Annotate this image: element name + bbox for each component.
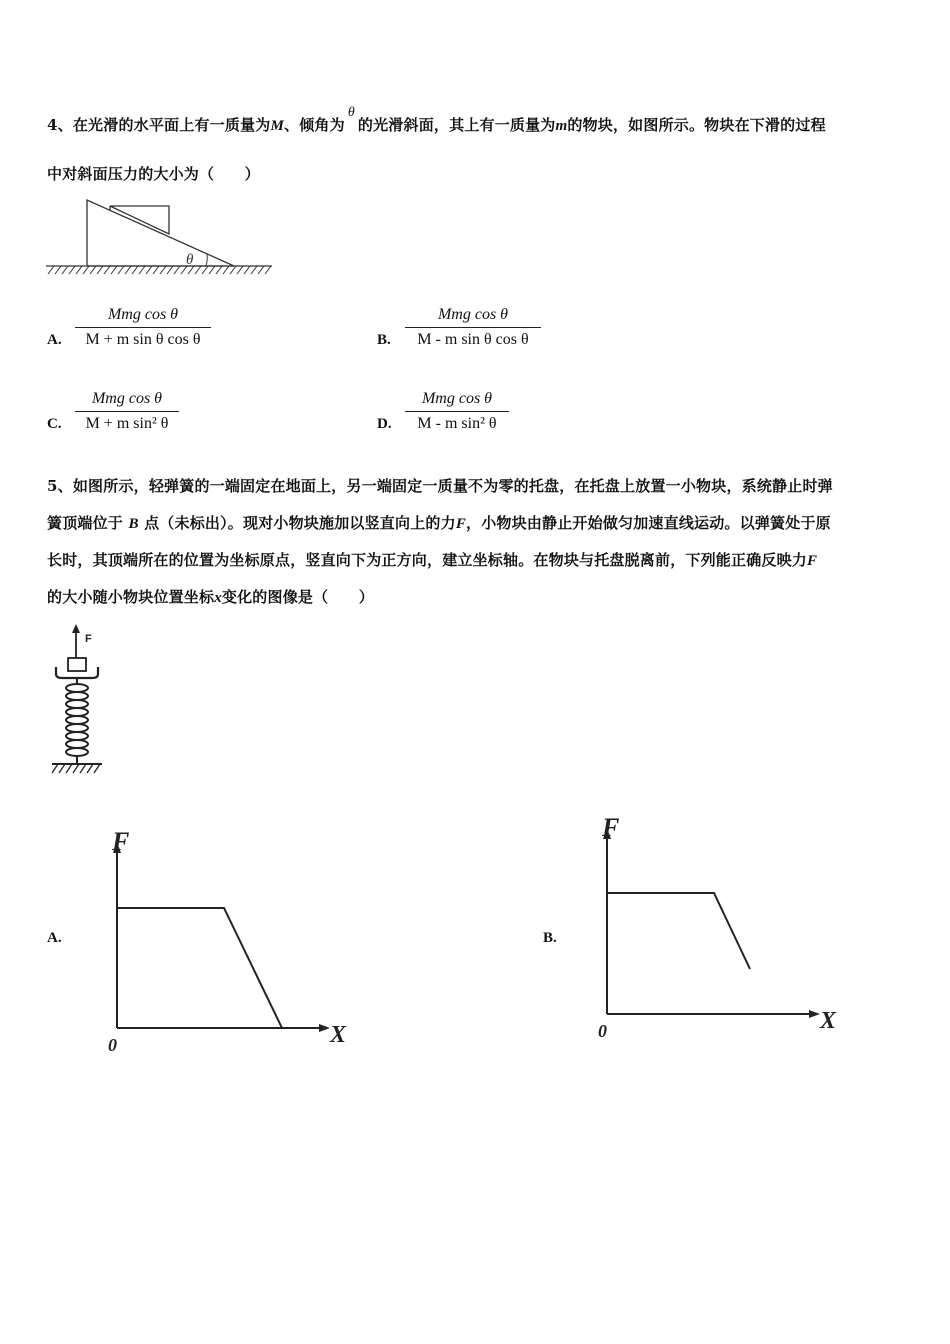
graph-a-x-label: X: [330, 1022, 347, 1048]
q4-option-a-fraction: [75, 306, 211, 349]
q5-line2-c: ，小物块由静止开始做匀加速直线运动。以弹簧处于原: [466, 514, 831, 532]
q4-line-1: [47, 105, 826, 135]
q5-line-1: [47, 475, 833, 496]
q5-line1-text: 如图所示，轻弹簧的一端固定在地面上，另一端固定一质量不为零的托盘，在托盘上放置一小物块，系统静止时弹: [72, 477, 833, 495]
q4-var-m: m: [555, 118, 568, 134]
q4-text-a: 在光滑的水平面上有一质量为: [72, 116, 271, 134]
graph-b-curve: [607, 893, 750, 969]
q4-option-c-numerator: Mmg cos θ: [91, 390, 163, 407]
q4-var-M: M: [270, 118, 284, 134]
q5-option-b-graph: [590, 808, 850, 1048]
incline-figure: [44, 196, 276, 276]
q4-option-a-letter: A.: [47, 332, 62, 348]
graph-b-origin: 0: [598, 1021, 607, 1041]
graph-a-curve: [117, 908, 282, 1028]
q4-option-b-fraction: [405, 306, 541, 349]
q4-option-c-letter: C.: [47, 416, 62, 432]
q5-line-3: [47, 549, 817, 570]
q5-line-4: [47, 586, 374, 607]
force-label: F: [85, 633, 92, 645]
angle-label: θ: [186, 252, 194, 268]
q4-text-c: 的光滑斜面，其上有一质量为: [357, 116, 556, 134]
q4-option-a-numerator: Mmg cos θ: [107, 306, 179, 323]
ground-hatching: [46, 266, 272, 274]
q4-text-b: 、倾角为: [284, 116, 345, 134]
q5-line-2: [47, 512, 831, 533]
q5-line2-a: 簧顶端位于: [47, 514, 124, 532]
small-block: [68, 658, 86, 671]
q4-option-a-denominator: M + m sin θ cos θ: [75, 327, 211, 349]
q5-var-F: F: [455, 516, 467, 532]
q4-text-d: 的物块，如图所示。物块在下滑的过程: [567, 116, 826, 134]
q4-option-c-fraction: [75, 390, 179, 433]
q5-option-b-letter: B.: [543, 930, 557, 946]
q4-line-2: 中对斜面压力的大小为（ ）: [47, 165, 260, 183]
q5-option-a-letter: A.: [47, 930, 62, 946]
q4-number: 4、: [47, 116, 73, 134]
q4-option-b-denominator: M - m sin θ cos θ: [405, 327, 541, 349]
q5-line4-b: 变化的图像是（ ）: [221, 588, 374, 606]
q5-line4-a: 的大小随小物块位置坐标: [47, 588, 215, 606]
incline-wedge: [87, 200, 234, 266]
q4-option-d-denominator: M - m sin² θ: [405, 411, 509, 433]
spring-coil: [66, 678, 88, 764]
q4-theta: θ: [347, 105, 355, 120]
q5-var-F2: F: [807, 553, 818, 569]
block: [110, 206, 169, 234]
q4-option-c-denominator: M + m sin² θ: [75, 411, 179, 433]
q4-option-b-letter: B.: [377, 332, 391, 348]
q4-option-d-fraction: [405, 390, 509, 433]
q5-var-x: x: [214, 590, 222, 606]
spring-ground: [52, 764, 102, 773]
graph-a-origin: 0: [108, 1035, 117, 1055]
graph-a-y-label: F: [112, 827, 130, 856]
q5-option-a-graph: [100, 822, 360, 1062]
graph-b-y-label: F: [602, 813, 620, 842]
q5-number: 5、: [47, 477, 73, 495]
spring-figure: [44, 622, 106, 777]
q4-option-d-numerator: Mmg cos θ: [421, 390, 493, 407]
q5-line3-a: 长时，其顶端所在的位置为坐标原点，竖直向下为正方向，建立坐标轴。在物块与托盘脱离前，下列能正确反映力: [47, 551, 808, 569]
q4-option-d-letter: D.: [377, 416, 392, 432]
graph-b-x-label: X: [820, 1008, 837, 1034]
angle-arc: [206, 254, 207, 266]
q5-var-B: B: [128, 516, 139, 532]
q5-line2-b: 点（未标出）。现对小物块施加以竖直向上的力: [144, 514, 456, 532]
q4-option-b-numerator: Mmg cos θ: [437, 306, 509, 323]
